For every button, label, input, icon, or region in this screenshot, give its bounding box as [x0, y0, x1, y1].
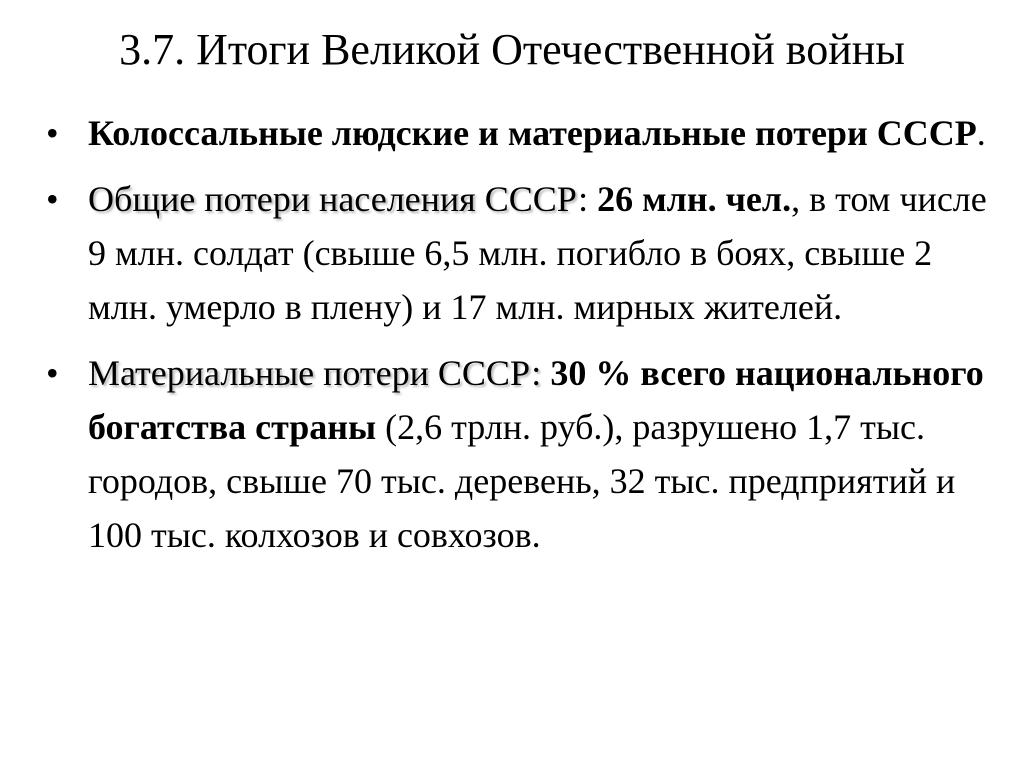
bullet-dot-icon: •	[46, 179, 59, 219]
bullet-text-end: .	[976, 113, 986, 153]
bullet-rest-text: , в том числе 9 млн. солдат (свыше 6,5 млн. погибло в боях, свыше 2 млн. умерло в плену) и 17 млн. мирных жителей.	[88, 179, 987, 327]
bullet-dot-icon: •	[46, 353, 59, 393]
bullet-label: Общие потери населения СССР	[88, 179, 579, 219]
bullet-dot-icon: •	[46, 113, 59, 153]
bullet-value-bold: 30 % всего национального богатства страны	[88, 353, 984, 447]
bullet-colon: :	[578, 179, 598, 219]
bullet-item-population-losses	[40, 172, 1000, 334]
bullet-value-bold: 26 млн. чел.	[597, 179, 792, 219]
bullet-item-material-losses	[40, 346, 1000, 562]
bullet-rest-text: (2,6 трлн. руб.), разрушено 1,7 тыс. городов, свыше 70 тыс. деревень, 32 тыс. предприятий и 100 тыс. колхозов и совхозов.	[88, 407, 956, 555]
bullet-item-losses-summary	[40, 106, 1000, 160]
slide-title: 3.7. Итоги Великой Отечественной войны	[119, 25, 905, 74]
bullet-label: Материальные потери СССР:	[88, 353, 542, 393]
bullet-text-bold: Колоссальные людские и материальные потери СССР	[88, 113, 977, 153]
bullet-list	[40, 106, 1000, 574]
